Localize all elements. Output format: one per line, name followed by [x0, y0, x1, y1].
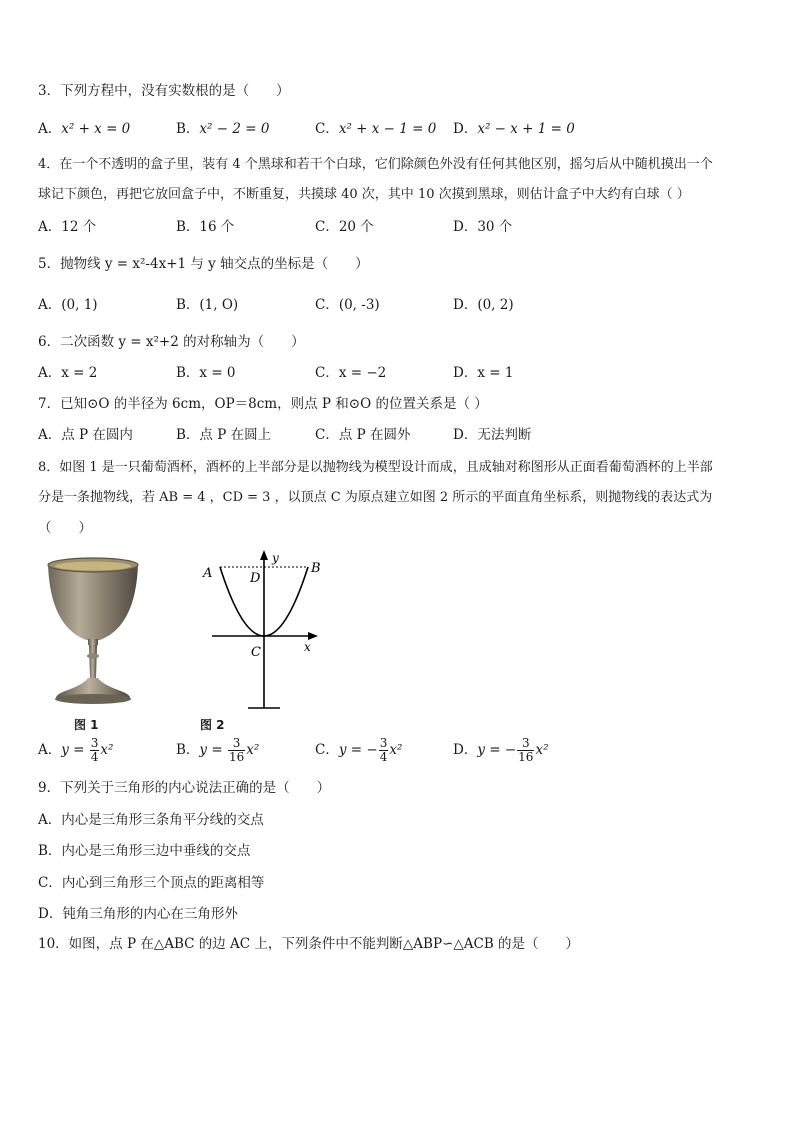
q7-stem: 7．已知⊙O 的半径为 6cm，OP＝8cm，则点 P 和⊙O 的位置关系是（ ）: [38, 396, 488, 412]
point-c-label: C: [251, 645, 261, 660]
fraction: $\frac{3}{16}$: [518, 736, 534, 764]
q5-option-a: A．(0, 1): [38, 297, 98, 313]
point-b-label: B: [311, 561, 321, 576]
q6-stem: 6．二次函数 y = x²+2 的对称轴为（ ）: [38, 334, 305, 350]
point-a-label: A: [203, 566, 213, 581]
q3-option-b: B．x² − 2 = 0: [176, 121, 270, 137]
q4-option-b: B．16 个: [176, 219, 235, 235]
q5-option-c: C．(0, -3): [315, 297, 380, 313]
q10-stem: 10．如图，点 P 在△ABC 的边 AC 上，下列条件中不能判断△ABP∽△ACB 的是（ ）: [38, 936, 580, 952]
q3-option-d: D．x² − x + 1 = 0: [453, 121, 575, 137]
figure1-caption: 图 1: [74, 718, 99, 732]
q9-stem: 9．下列关于三角形的内心说法正确的是（ ）: [38, 780, 331, 796]
q4-option-c: C．20 个: [315, 219, 374, 235]
fraction: $\frac{3}{16}$: [228, 736, 245, 764]
q7-option-c: C．点 P 在圆外: [315, 427, 411, 443]
q6-option-d: D．x = 1: [453, 365, 514, 381]
q8-option-d: D．y = − $\frac{3}{16}$ x²: [453, 736, 549, 764]
q7-option-d: D．无法判断: [453, 427, 532, 443]
parabola-diagram: [196, 548, 324, 710]
q4-stem-line1: 4．在一个不透明的盒子里，装有 4 个黑球和若干个白球，它们除颜色外没有任何其他区别，摇匀后从中随机摸出一个: [38, 157, 713, 172]
q8-option-c: C．y = − $\frac{3}{4}$ x²: [315, 736, 403, 764]
q9-option-d: D．钝角三角形的内心在三角形外: [38, 906, 238, 922]
q8-stem-line1: 8．如图 1 是一只葡萄酒杯，酒杯的上半部分是以抛物线为模型设计而成，且成轴对称图形从正面看葡萄酒杯的上半部: [38, 460, 713, 475]
q5-stem: 5．抛物线 y = x²-4x+1 与 y 轴交点的坐标是（ ）: [38, 256, 369, 272]
q4-option-d: D．30 个: [453, 219, 513, 235]
point-d-label: D: [250, 571, 261, 586]
q6-option-a: A．x = 2: [38, 365, 98, 381]
q9-option-a: A．内心是三角形三条角平分线的交点: [38, 812, 264, 828]
q3-stem: 3．下列方程中，没有实数根的是（ ）: [38, 83, 290, 99]
y-axis-label: y: [272, 551, 279, 565]
q8-option-a: A．y = $\frac{3}{4}$ x²: [38, 736, 114, 764]
q8-stem-line2: 分是一条抛物线，若 AB = 4 ，CD = 3 ，以顶点 C 为原点建立如图 2 所示的平面直角坐标系，则抛物线的表达式为: [38, 490, 713, 505]
q3-option-a: A．x² + x = 0: [38, 121, 131, 137]
q4-stem-line2: 球记下颜色，再把它放回盒子中，不断重复，共摸球 40 次，其中 10 次摸到黑球，则估计盒子中大约有白球（ ）: [38, 187, 690, 202]
q7-option-a: A．点 P 在圆内: [38, 427, 133, 443]
q4-option-a: A．12 个: [38, 219, 97, 235]
q5-option-b: B．(1, O): [176, 297, 239, 313]
q8-option-b: B．y = $\frac{3}{16}$ x²: [176, 736, 260, 764]
wine-glass-image: [42, 556, 144, 706]
q3-option-c: C．x² + x − 1 = 0: [315, 121, 437, 137]
q8-stem-line3: （ ）: [38, 520, 92, 536]
q9-option-c: C．内心到三角形三个顶点的距离相等: [38, 875, 265, 891]
q5-option-d: D．(0, 2): [453, 297, 514, 313]
figure2-caption: 图 2: [200, 718, 225, 732]
q6-option-b: B．x = 0: [176, 365, 236, 381]
fraction: $\frac{3}{4}$: [90, 736, 99, 764]
q7-option-b: B．点 P 在圆上: [176, 427, 272, 443]
fraction: $\frac{3}{4}$: [379, 736, 388, 764]
q6-option-c: C．x = −2: [315, 365, 387, 381]
x-axis-label: x: [304, 640, 311, 654]
q9-option-b: B．内心是三角形三边中垂线的交点: [38, 843, 251, 859]
